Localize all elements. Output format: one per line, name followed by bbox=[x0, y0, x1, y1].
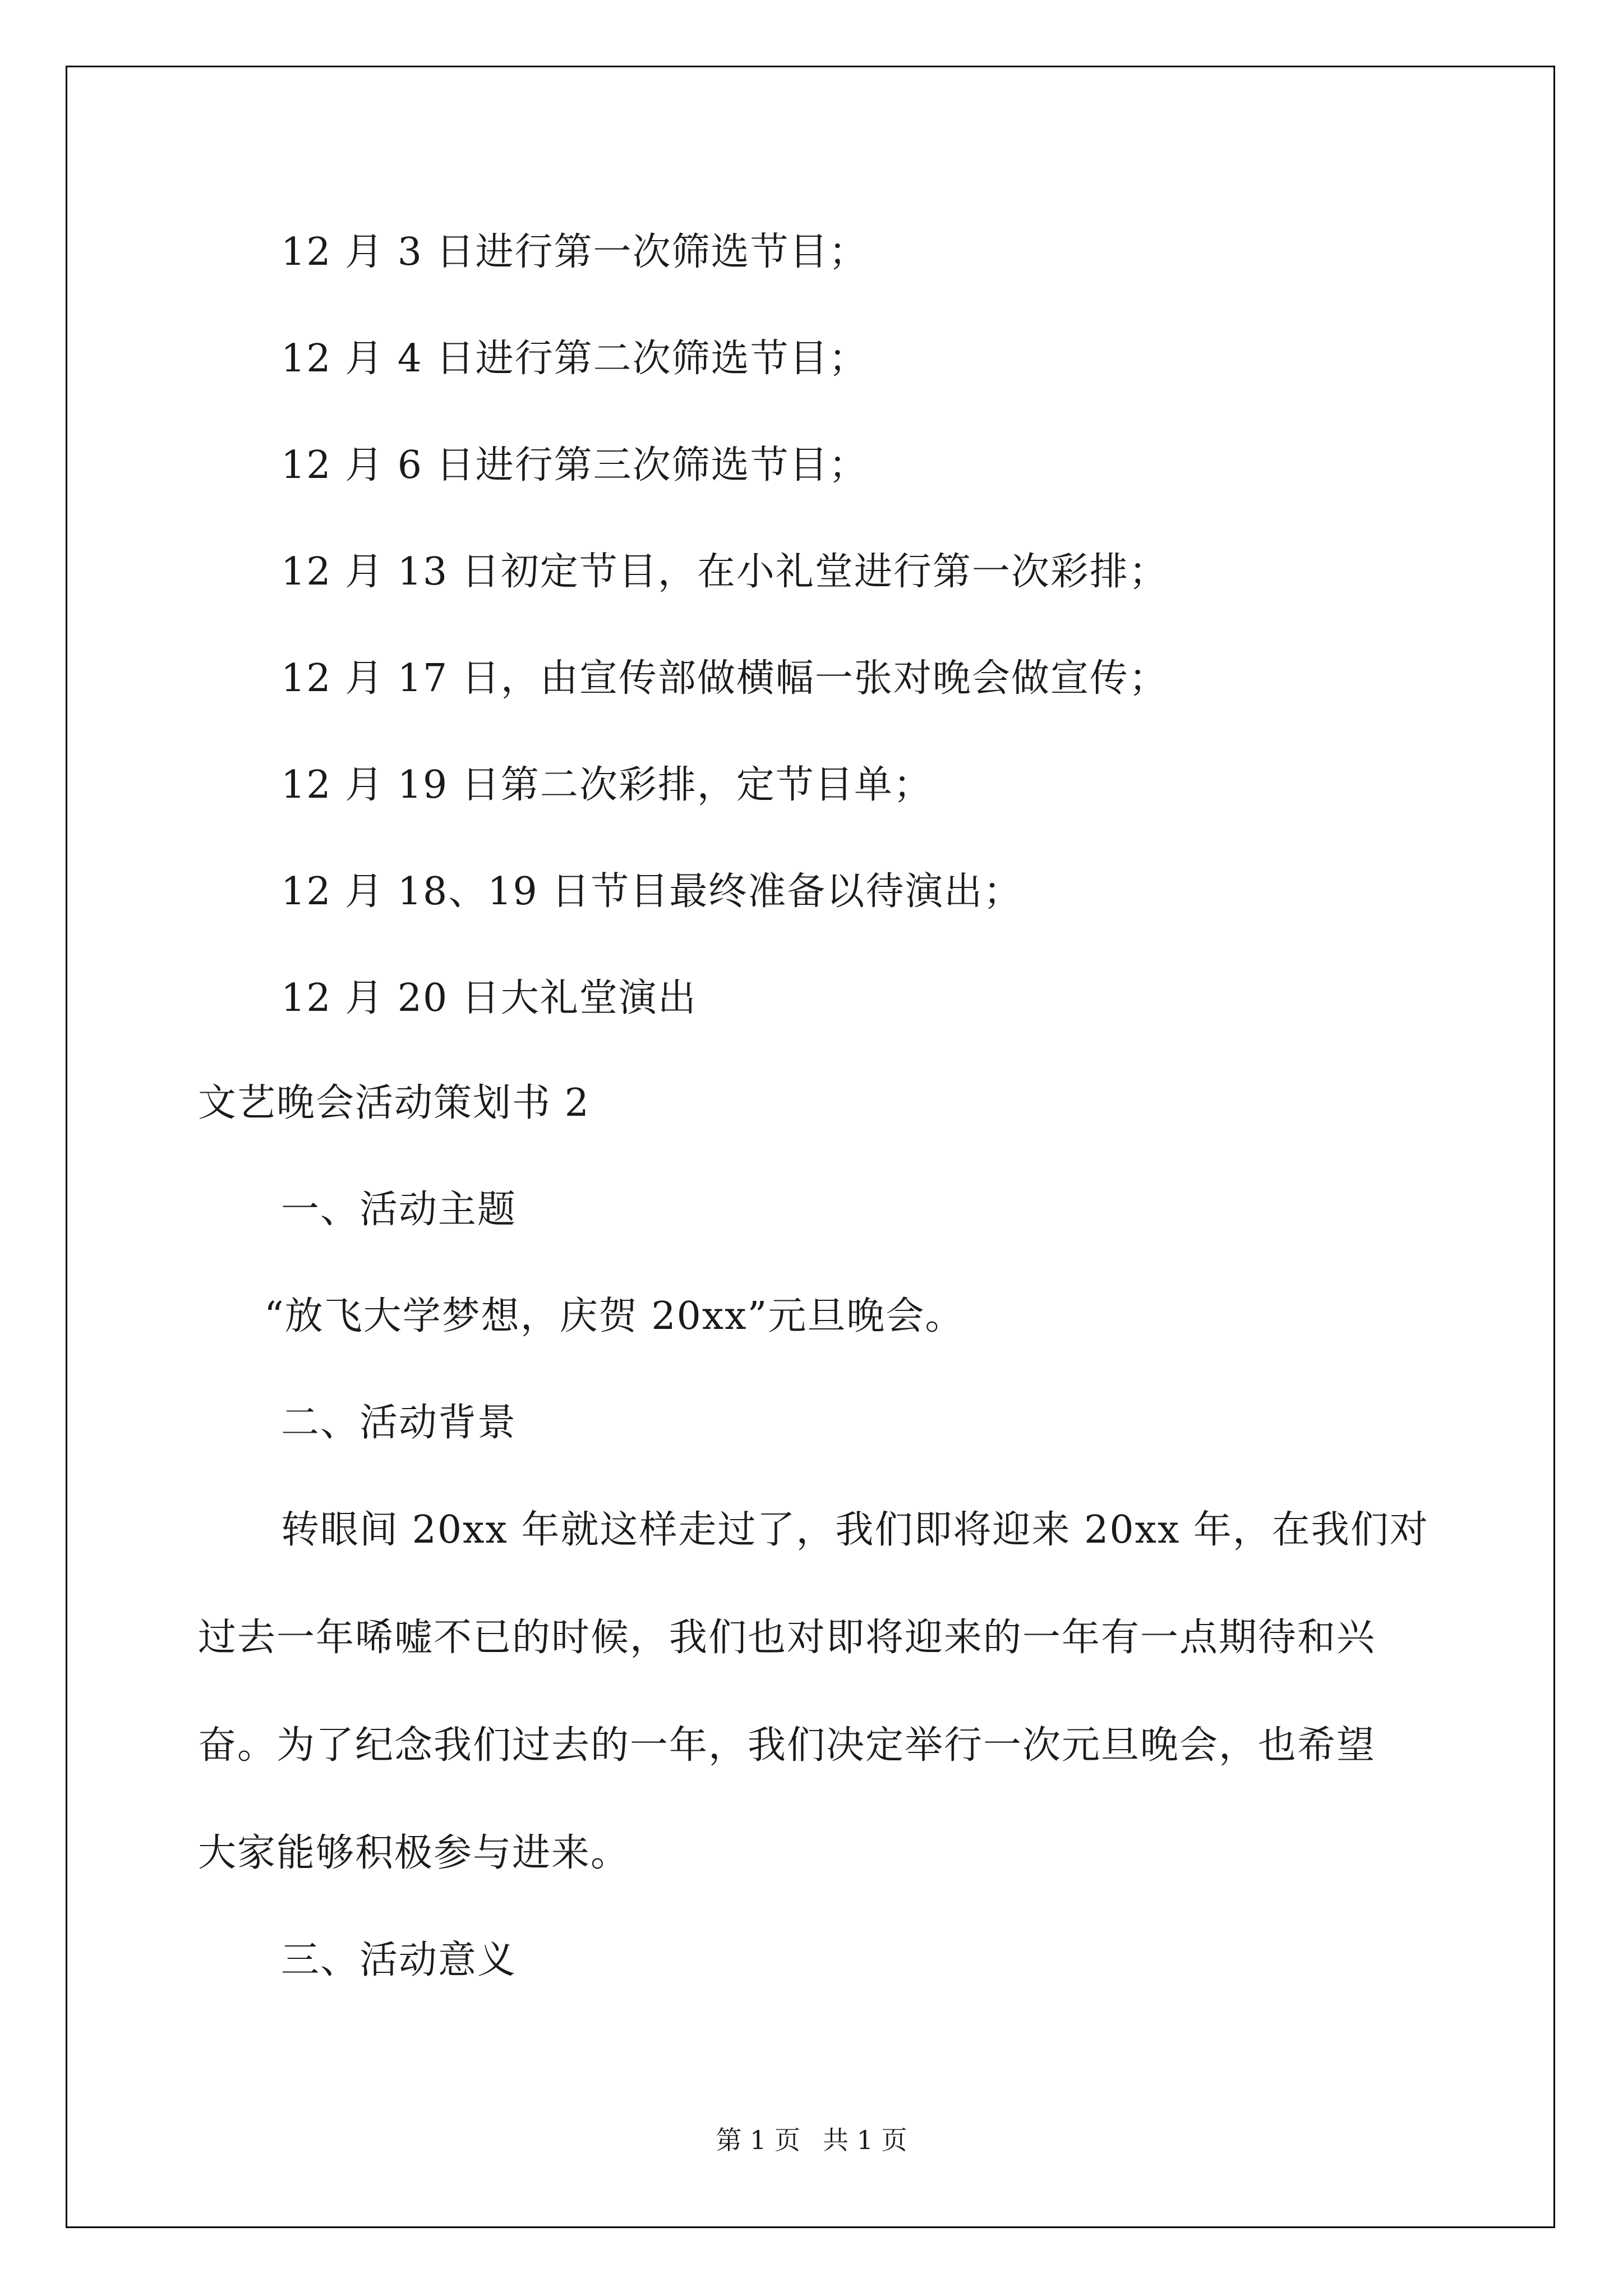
heading-theme: 一、活动主题 bbox=[281, 1188, 517, 1232]
paragraph-line: 转眼间 20xx 年就这样走过了，我们即将迎来 20xx 年，在我们对 bbox=[281, 1508, 1429, 1552]
theme-text: “放飞大学梦想，庆贺 20xx”元旦晚会。 bbox=[264, 1294, 965, 1338]
paragraph-line: 过去一年唏嘘不已的时候，我们也对即将迎来的一年有一点期待和兴 bbox=[198, 1616, 1376, 1660]
schedule-item: 12 月 13 日初定节目，在小礼堂进行第一次彩排； bbox=[281, 550, 1168, 594]
paragraph-line: 大家能够积极参与进来。 bbox=[198, 1831, 630, 1875]
schedule-item: 12 月 6 日进行第三次筛选节目； bbox=[281, 443, 868, 487]
heading-significance: 三、活动意义 bbox=[281, 1938, 517, 1982]
schedule-item: 12 月 18、19 日节目最终准备以待演出； bbox=[281, 869, 1023, 914]
schedule-item: 12 月 4 日进行第二次筛选节目； bbox=[281, 337, 868, 381]
page-border bbox=[66, 66, 1555, 2228]
page-footer bbox=[0, 2123, 1623, 2157]
heading-background: 二、活动背景 bbox=[281, 1401, 517, 1445]
schedule-item: 12 月 19 日第二次彩排，定节目单； bbox=[281, 763, 933, 807]
schedule-item: 12 月 3 日进行第一次筛选节目； bbox=[281, 230, 868, 274]
paragraph-line: 奋。为了纪念我们过去的一年，我们决定举行一次元旦晚会，也希望 bbox=[198, 1723, 1376, 1768]
section-title: 文艺晚会活动策划书 2 bbox=[198, 1081, 590, 1125]
schedule-item: 12 月 20 日大礼堂演出 bbox=[281, 976, 697, 1020]
schedule-item: 12 月 17 日，由宣传部做横幅一张对晚会做宣传； bbox=[281, 656, 1168, 701]
page-total: 共 1 页 bbox=[823, 2125, 907, 2155]
page-number: 第 1 页 bbox=[716, 2125, 800, 2155]
